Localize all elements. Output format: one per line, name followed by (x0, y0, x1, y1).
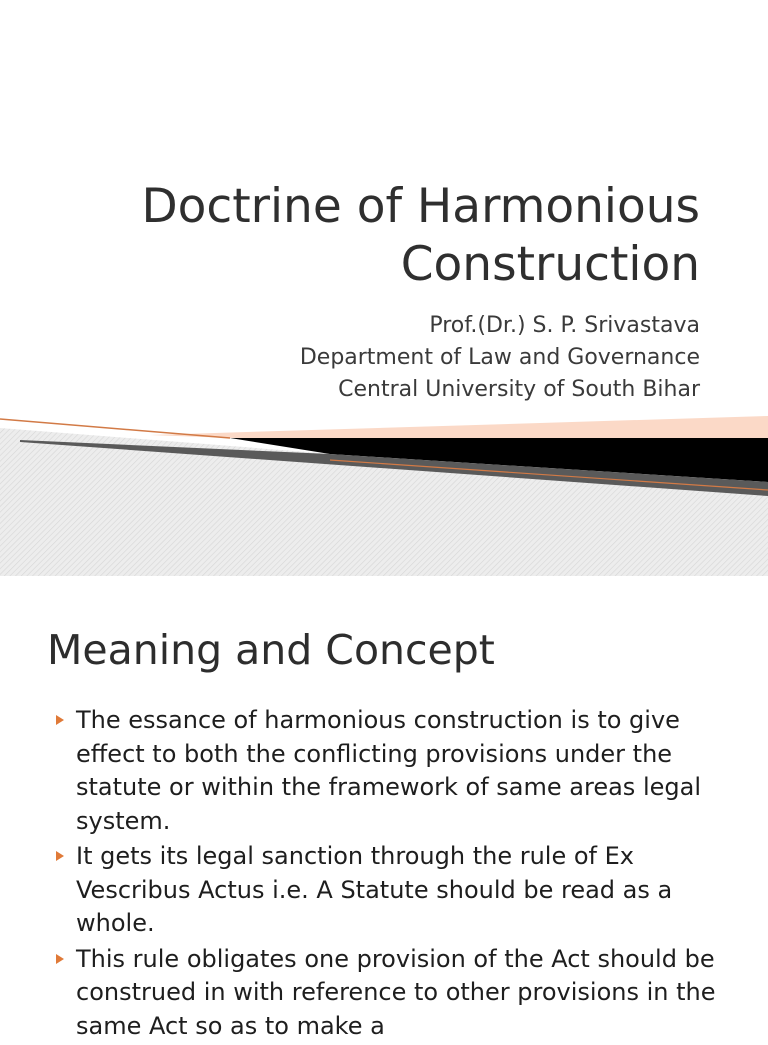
author-department: Department of Law and Governance (299, 345, 700, 370)
peach-wedge (150, 416, 768, 438)
triangle-bullet-icon (56, 954, 64, 964)
bullet-list (52, 704, 732, 1045)
triangle-bullet-icon (56, 851, 64, 861)
triangle-bullet-icon (56, 715, 64, 725)
slide-title-line-1: Doctrine of Harmonious (141, 179, 700, 234)
bullet-text: This rule obligates one provision of the Act should be construed in with reference to other provisions in the same Act so as to make a (76, 944, 716, 1040)
list-item (52, 840, 732, 941)
slide-subtitle (60, 310, 700, 406)
bullet-text: It gets its legal sanction through the rule of Ex Vescribus Actus i.e. A Statute should be read as a whole. (76, 842, 673, 937)
bullet-text: The essance of harmonious construction is to give effect to both the conflicting provisions under the statute or within the framework of same areas legal system. (76, 706, 701, 835)
list-item (52, 704, 732, 838)
author-name: Prof.(Dr.) S. P. Srivastava (429, 313, 700, 338)
decorative-band (0, 410, 768, 576)
list-item (52, 943, 732, 1044)
slide-heading: Meaning and Concept (47, 626, 495, 674)
slide-title-line-2: Construction (400, 237, 700, 292)
author-university: Central University of South Bihar (338, 377, 700, 402)
slide-title (60, 178, 700, 294)
content-slide (0, 576, 768, 1040)
